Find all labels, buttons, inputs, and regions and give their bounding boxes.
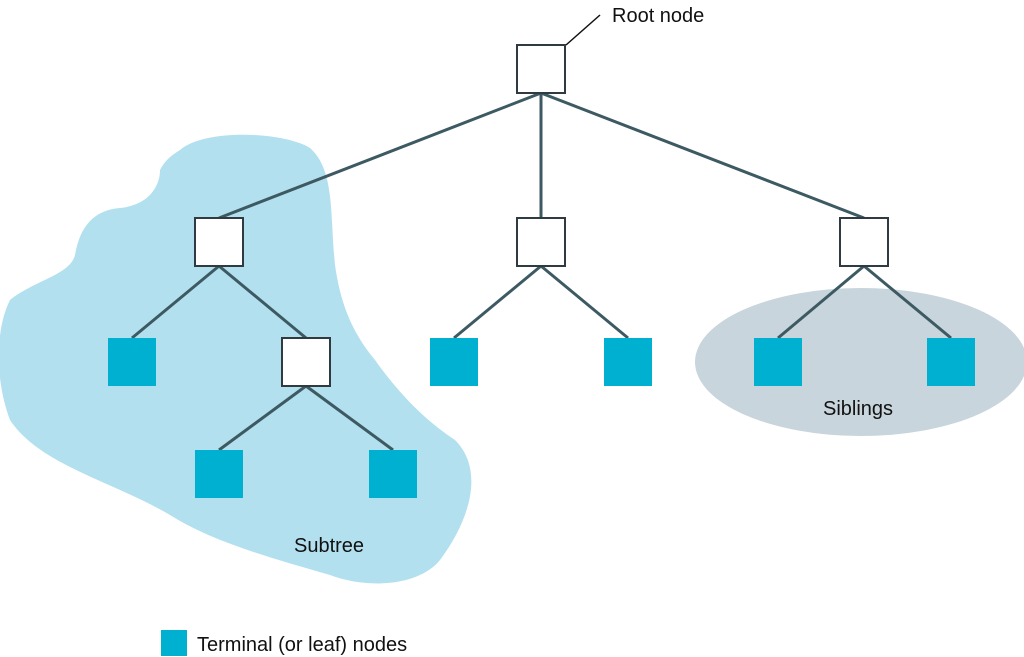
legend-label: Terminal (or leaf) nodes xyxy=(197,634,408,656)
tree-edge xyxy=(454,266,541,338)
root-node xyxy=(517,45,565,93)
internal-node xyxy=(282,338,330,386)
leaf-node xyxy=(927,338,975,386)
legend-leaf-swatch xyxy=(161,630,187,656)
leaf-node xyxy=(604,338,652,386)
siblings-label: Siblings xyxy=(823,398,894,420)
root-node-label: Root node xyxy=(612,5,705,27)
internal-node xyxy=(840,218,888,266)
tree-edge xyxy=(541,93,864,218)
leaf-node xyxy=(754,338,802,386)
internal-node xyxy=(195,218,243,266)
leaf-node xyxy=(108,338,156,386)
subtree-label: Subtree xyxy=(294,535,365,557)
leaf-node xyxy=(195,450,243,498)
tree-edge xyxy=(541,266,628,338)
subtree-region xyxy=(0,135,471,584)
internal-node xyxy=(517,218,565,266)
leaf-node xyxy=(430,338,478,386)
root-callout-line xyxy=(566,15,600,45)
leaf-node xyxy=(369,450,417,498)
